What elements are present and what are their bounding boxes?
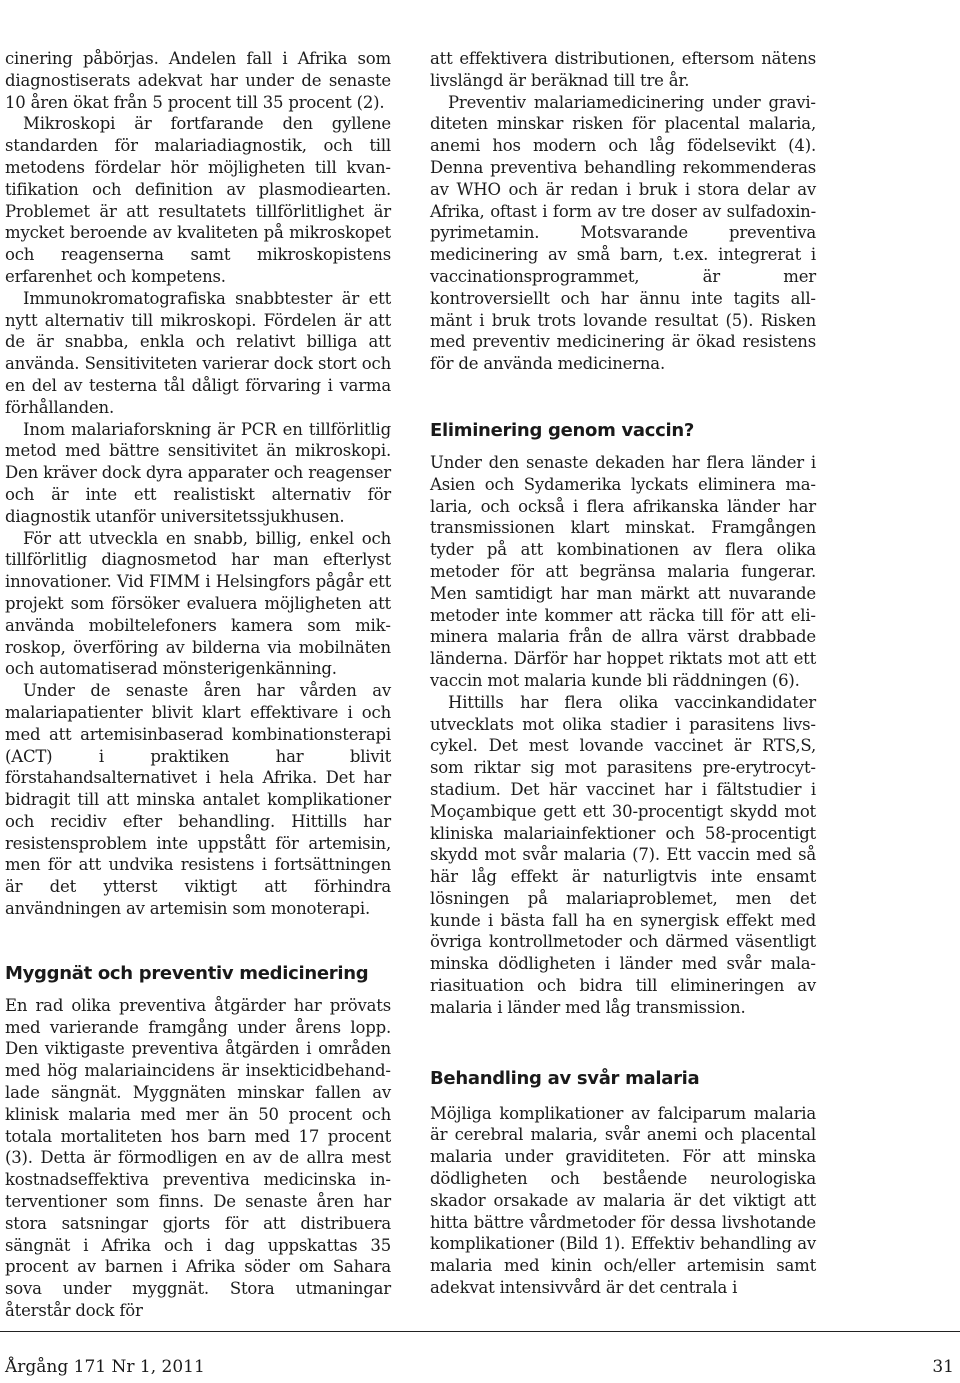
section-heading-myggnat: Myggnät och preventiv medicinering (5, 962, 369, 984)
paragraph: För att utveckla en snabb, billig, enkel och tillförlitlig diagnosmetod har man efterlyst innovationer. Vid FIMM i Helsingfors pågår ett projekt som försöker evaluera möjligheten att använda mobiltelefoners kamera som mikroskop, överföring av bilderna via mobilnäten och automatiserad mönsterigenkänning. (5, 528, 391, 679)
paragraph: Mikroskopi är fortfarande den gyllene standarden för malariadiagnostik, och till metodens fördelar hör möjligheten till kvantifikation och definition av plasmodiearten. Problemet är att resultatets tillförlitlighet är mycket beroende av kvaliteten på mikroskopet och reagenserna samt mikroskopistens erfarenhet och kompetens. (5, 114, 391, 286)
paragraph: att effektivera distributionen, eftersom nätens livslängd är beräknad till tre år. (430, 49, 816, 90)
paragraph: Under de senaste åren har vården av malariapatienter blivit klart effektivare i och med att artemisinbaserad kombinationsterapi (ACT) i praktiken har blivit förstahandsalternativet i hela Afrika. Det har bidragit till att minska antalet komplikationer och recidiv efter behandling. Hittills har resistensproblem inte uppstått för artemisin, men för att undvika resistens i fortsättningen är det ytterst viktigt att förhindra användningen av artemisin som monoterapi. (5, 681, 391, 919)
section-heading-behandling: Behandling av svår malaria (430, 1067, 700, 1089)
paragraph: Preventiv malariamedicinering under graviditeten minskar risken för placental malaria, anemi hos modern och låg födelsevikt (4). Denna preventiva behandling rekommenderas av WHO och är redan i bruk i stora delar av Afrika, oftast i form av tre doser av sulfadoxin-pyrimetamin. Motsvarande preventiva medicinering av små barn, t.ex. integrerat i vaccinationsprogrammet, är mer kontroversiellt och har ännu inte tagits allmänt i bruk trots lovande resultat (5). Risken med preventiv medicinering är ökad resistens för de använda medicinerna. (430, 92, 816, 374)
footer-rule (0, 1331, 960, 1332)
paragraph: Inom malariaforskning är PCR en tillförlitlig metod med bättre sensitivitet än mikroskopi. Den kräver dock dyra apparater och reagenser och är inte ett realistiskt alternativ för diagnostik utanför universitetssjukhusen. (5, 419, 391, 526)
paragraph: Möjliga komplikationer av falciparum malaria är cerebral malaria, svår anemi och placental malaria under graviditeten. För att minska dödligheten och bestående neurologiska skador orsakade av malaria är det viktigt att hitta bättre vårdmetoder för dessa livshotande komplikationer (Bild 1). Effektiv behandling av malaria med kinin och/eller artemisin samt adekvat intensivvård är det centrala i (430, 1103, 816, 1298)
journal-issue: Årgång 171 Nr 1, 2011 (5, 1357, 205, 1377)
paragraph: Under den senaste dekaden har flera länder i Asien och Sydamerika lyckats eliminera malaria, och också i flera afrikanska länder har transmissionen klart minskat. Framgången tyder på att kombinationen av flera olika metoder för att begränsa malaria fungerar. Men samtidigt har man märkt att nuvarande metoder inte kommer att räcka till för att eliminera malaria från de allra värst drabbade länderna. Därför har hoppet riktats mot att ett vaccin mot malaria kunde bli räddningen (6). (430, 452, 816, 690)
paragraph: En rad olika preventiva åtgärder har prövats med varierande framgång under årens lopp. Den viktigaste preventiva åtgärden i områden med hög malariaincidens är insekticidbehandlade sängnät. Myggnäten minskar fallen av klinisk malaria med mer än 50 procent och totala mortaliteten hos barn med 17 procent (3). Detta är förmodligen en av de allra mest kostnadseffektiva preventiva medicinska interventioner som finns. De senaste åren har stora satsningar gjorts för att distribuera sängnät i Afrika och i dag uppskattas 35 procent av barnen i Afrika söder om Sahara sova under myggnät. Stora utmaningar återstår dock för (5, 995, 391, 1321)
left-column (5, 48, 391, 1322)
section-heading-eliminering: Eliminering genom vaccin? (430, 419, 695, 441)
page-number: 31 (932, 1357, 954, 1377)
paragraph: Immunokromatografiska snabbtester är ett nytt alternativ till mikroskopi. Fördelen är att de är snabba, enkla och relativt billiga att använda. Sensitiviteten varierar dock stort och en del av testerna tål dåligt förvaring i varma förhållanden. (5, 288, 391, 417)
paragraph: cinering påbörjas. Andelen fall i Afrika som diagnostiserats adekvat har under de senaste 10 åren ökat från 5 procent till 35 procent (2). (5, 49, 391, 112)
right-column (430, 48, 816, 1299)
paragraph: Hittills har flera olika vaccinkandidater utvecklats mot olika stadier i parasitens livscykel. Det mest lovande vaccinet är RTS,S, som riktar sig mot parasitens pre-erytrocytstadium. Det här vaccinet har i fältstudier i Moçambique gett ett 30-procentigt skydd mot kliniska malariainfektioner och 58-procentigt skydd mot svår malaria (7). Ett vaccin med så här låg effekt är naturligtvis inte ensamt lösningen på malariaproblemet, men det kunde i bästa fall ha en synergisk effekt med övriga kontrollmetoder och därmed väsentligt minska dödligheten i länder med svår malariasituation och bidra till elimineringen av malaria i länder med låg transmission. (430, 692, 816, 1017)
